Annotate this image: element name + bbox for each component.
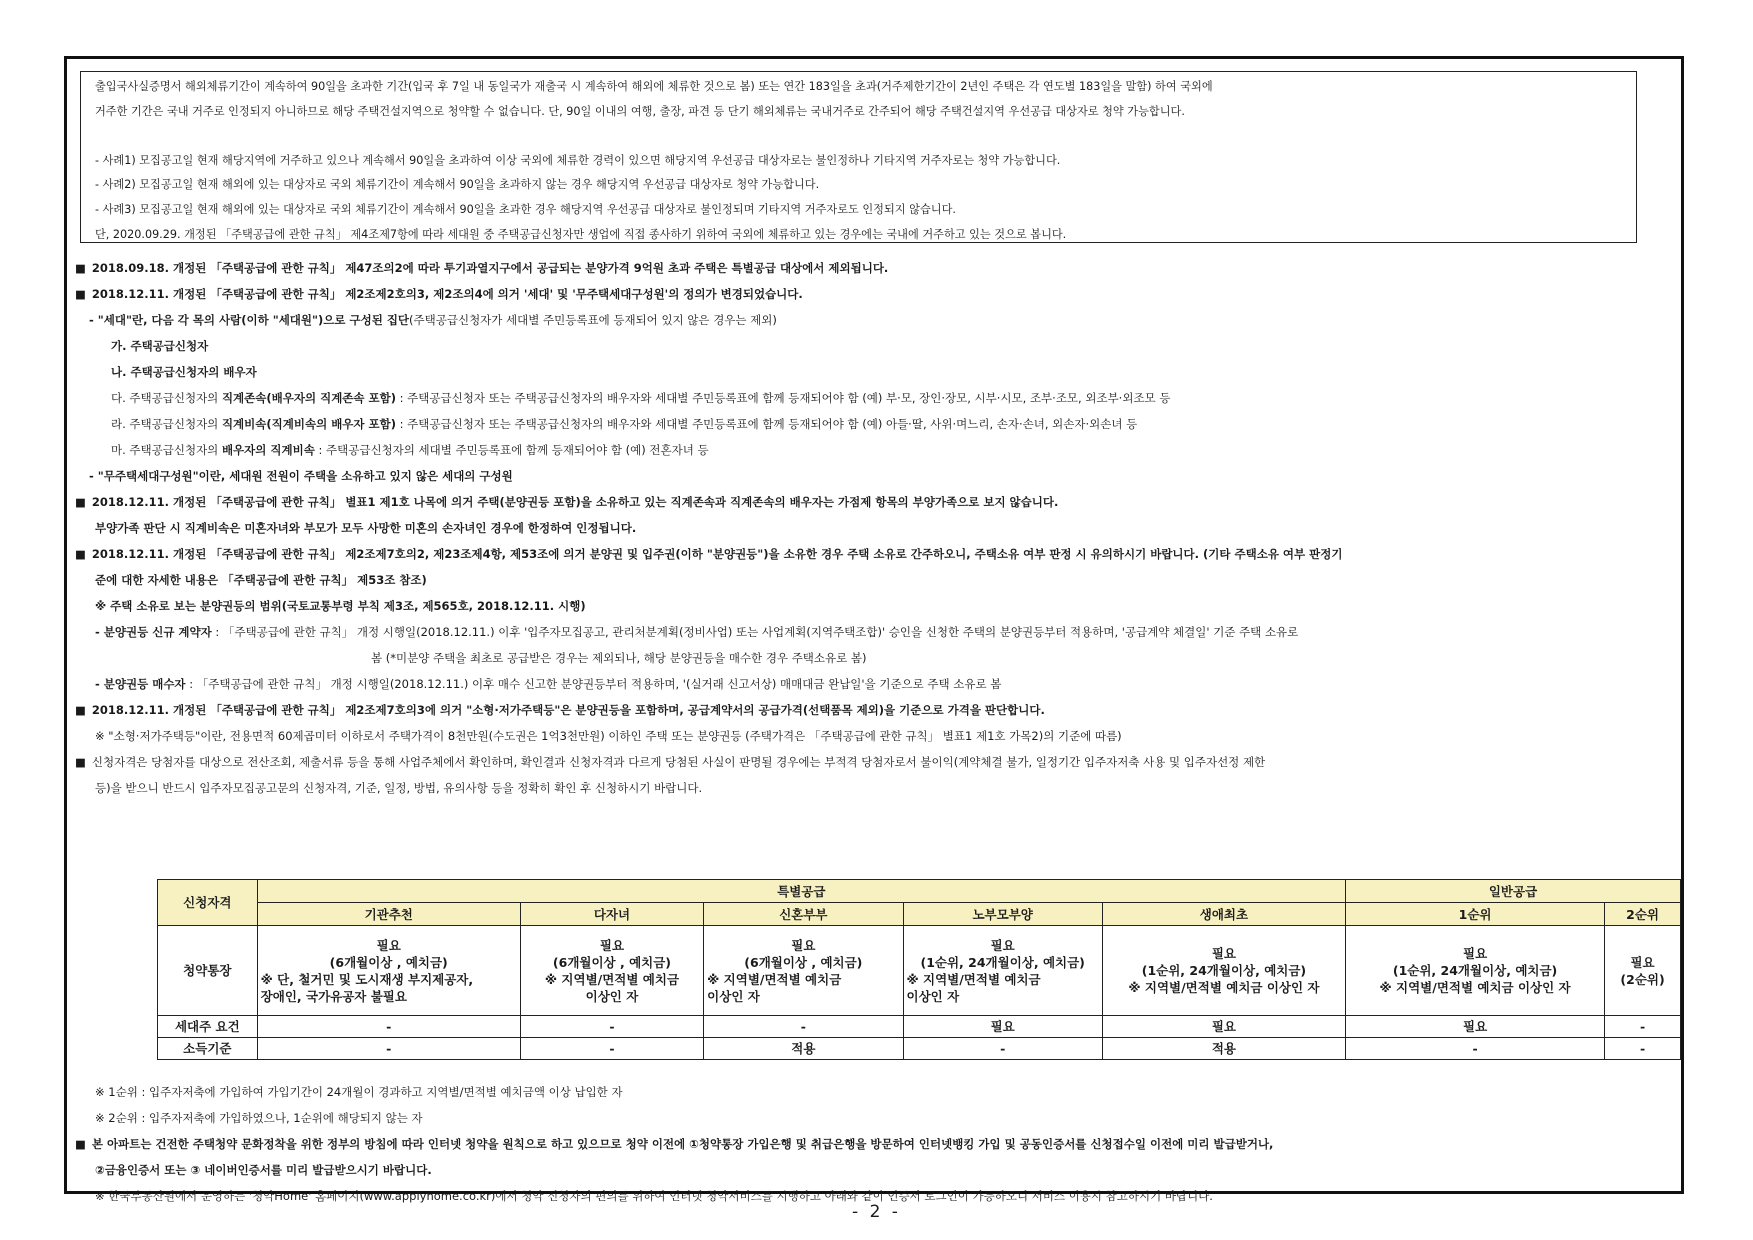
header-special-supply: 특별공급 [257, 880, 1345, 903]
col-header: 신혼부부 [704, 903, 903, 926]
bullet-paragraph: ■ 본 아파트는 건전한 주택청약 문화정착을 위한 정부의 방침에 따라 인터넷 청약을 원칙으로 하고 있으므로 청약 이전에 ①청약통장 가입은행 및 취급은행을 방문하여 인터넷뱅킹 가입 및 공동인증서를 신청접수일 이전에 미리 발급받거나, [75, 1137, 1274, 1151]
square-bullet-icon: ■ [75, 703, 86, 717]
notice-line: - 사례1) 모집공고일 현재 해당지역에 거주하고 있으나 계속해서 90일을 초과하여 이상 국외에 체류한 경력이 있으면 해당지역 우선공급 대상자로는 불인정하나 기타지역 거주자로는 청약 가능합니다. [95, 153, 1061, 167]
rule-line: - 분양권등 매수자 : 「주택공급에 관한 규칙」 개정 시행일(2018.12.11.) 이후 매수 신고한 분양권등부터 적용하며, '(실거래 신고서상) 매매대금 완납일'을 기준으로 주택 소유로 봄 [95, 677, 1002, 691]
continuation-line: 봄 (*미분양 주택을 최초로 공급받은 경우는 제외되나, 해당 분양권등을 매수한 경우 주택소유로 봄) [371, 651, 867, 665]
table-cell: - [1346, 1038, 1605, 1060]
table-cell: 필요 [903, 1016, 1102, 1038]
table-cell: 필요 (6개월이상 , 예치금) ※ 지역별/면적별 예치금 이상인 자 [520, 926, 703, 1016]
notice-line: - 사례2) 모집공고일 현재 해외에 있는 대상자로 국외 체류기간이 계속해서 90일을 초과하지 않는 경우 해당지역 우선공급 대상자로 청약 가능합니다. [95, 178, 820, 192]
continuation-line: 준에 대한 자세한 내용은 「주택공급에 관한 규칙」 제53조 참조) [95, 573, 427, 587]
note-line: ※ 한국부동산원에서 운영하는 '청약Home' 홈페이지(www.applyhome.co.kr)에서 청약 신청자의 편의를 위하여 인터넷 청약서비스를 시행하고 아래와 같이 인증서 로그인이 가능하오니 서비스 이용시 참고하시기 바랍니다. [95, 1189, 1213, 1203]
table-cell: - [1605, 1016, 1681, 1038]
rule-line: - 분양권등 신규 계약자 : 「주택공급에 관한 규칙」 개정 시행일(2018.12.11.) 이후 '입주자모집공고, 관리처분계획(정비사업) 또는 사업계획(지역주택조합)' 승인을 신청한 주택의 분양권등부터 적용하며, '공급계약 체결일' 기준 주택 소유로 [95, 625, 1299, 639]
definition-line: - "세대"란, 다음 각 목의 사람(이하 "세대원")으로 구성된 집단(주택공급신청자가 세대별 주민등록표에 등재되어 있지 않은 경우는 제외) [89, 313, 777, 327]
notes-section [75, 1079, 1675, 1209]
col-header: 2순위 [1605, 903, 1681, 926]
overseas-stay-notice-box [80, 71, 1637, 243]
col-header: 다자녀 [520, 903, 703, 926]
table-cell: - [704, 1016, 903, 1038]
qualification-table-wrap [157, 879, 1681, 1060]
square-bullet-icon: ■ [75, 755, 86, 769]
header-general-supply: 일반공급 [1346, 880, 1681, 903]
col-header: 생애최초 [1102, 903, 1345, 926]
bullet-paragraph: ■ 2018.12.11. 개정된 「주택공급에 관한 규칙」 제2조제7호의2, 제23조제4항, 제53조에 의거 분양권 및 입주권(이하 "분양권등")을 소유한 경우 주택 소유로 간주하오니, 주택소유 여부 판정 시 유의하시기 바랍니다. (기타 주택소유 여부 판정기 [75, 547, 1343, 561]
bullet-paragraph: ■ 2018.09.18. 개정된 「주택공급에 관한 규칙」 제47조의2에 따라 투기과열지구에서 공급되는 분양가격 9억원 초과 주택은 특별공급 대상에서 제외됩니다. [75, 261, 889, 275]
notice-line: 단, 2020.09.29. 개정된 「주택공급에 관한 규칙」 제4조제7항에 따라 세대원 중 주택공급신청자만 생업에 직접 종사하기 위하여 국외에 체류하고 있는 경우에는 국내에 거주하고 있는 것으로 봅니다. [95, 227, 1067, 241]
table-cell: 필요 (6개월이상 , 예치금) ※ 단, 철거민 및 도시재생 부지제공자, 장애인, 국가유공자 불필요 [257, 926, 520, 1016]
table-cell: 필요 (2순위) [1605, 926, 1681, 1016]
table-cell: - [1605, 1038, 1681, 1060]
notice-line: 거주한 기간은 국내 거주로 인정되지 아니하므로 해당 주택건설지역으로 청약할 수 없습니다. 단, 90일 이내의 여행, 출장, 파견 등 단기 해외체류는 국내거주로 간주되어 해당 주택건설지역 우선공급 대상자로 청약 가능합니다. [95, 104, 1185, 118]
document-page [64, 56, 1684, 1203]
col-header: 노부모부양 [903, 903, 1102, 926]
reference-note: ※ "소형·저가주택등"이란, 전용면적 60제곱미터 이하로서 주택가격이 8천만원(수도권은 1억3천만원) 이하인 주택 또는 분양권등 (주택가격은 「주택공급에 관한 규칙」 별표1 제1호 가목2)의 기준에 따름) [95, 729, 1122, 743]
col-header: 기관추천 [257, 903, 520, 926]
square-bullet-icon: ■ [75, 547, 86, 561]
table-row [158, 926, 1681, 1016]
table-cell: 적용 [704, 1038, 903, 1060]
table-cell: - [520, 1038, 703, 1060]
page-number: - 2 - [852, 1202, 901, 1222]
bullet-paragraph: ■ 신청자격은 당첨자를 대상으로 전산조회, 제출서류 등을 통해 사업주체에서 확인하며, 확인결과 신청자격과 다르게 당첨된 사실이 판명될 경우에는 부적격 당첨자로서 불이익(계약체결 불가, 일정기간 입주자저축 사용 및 입주자선정 제한 [75, 755, 1266, 769]
square-bullet-icon: ■ [75, 261, 86, 275]
square-bullet-icon: ■ [75, 1137, 86, 1151]
table-cell: - [903, 1038, 1102, 1060]
row-label: 소득기준 [158, 1038, 258, 1060]
table-cell: 필요 (6개월이상 , 예치금) ※ 지역별/면적별 예치금 이상인 자 [704, 926, 903, 1016]
table-cell: 필요 (1순위, 24개월이상, 예치금) ※ 지역별/면적별 예치금 이상인 자 [1102, 926, 1345, 1016]
bullet-paragraph: ■ 2018.12.11. 개정된 「주택공급에 관한 규칙」 제2조제2호의3, 제2조의4에 의거 '세대' 및 '무주택세대구성원'의 정의가 변경되었습니다. [75, 287, 803, 301]
note-line: ※ 1순위 : 입주자저축에 가입하여 가입기간이 24개월이 경과하고 지역별/면적별 예치금액 이상 납입한 자 [95, 1085, 623, 1099]
table-row [158, 1038, 1681, 1060]
regulation-body [75, 255, 1675, 801]
definition-item: 다. 주택공급신청자의 직계존속(배우자의 직계존속 포함) : 주택공급신청자 또는 주택공급신청자의 배우자와 세대별 주민등록표에 함께 등재되어야 함 (예) 부·모, 장인·장모, 시부·시모, 조부·조모, 외조부·외조모 등 [111, 391, 1171, 405]
row-label: 청약통장 [158, 926, 258, 1016]
bullet-paragraph: ■ 2018.12.11. 개정된 「주택공급에 관한 규칙」 제2조제7호의3에 의거 "소형·저가주택등"은 분양권등을 포함하며, 공급계약서의 공급가격(선택품목 제외)을 기준으로 가격을 판단합니다. [75, 703, 1045, 717]
continuation-line: 부양가족 판단 시 직계비속은 미혼자녀와 부모가 모두 사망한 미혼의 손자녀인 경우에 한정하여 인정됩니다. [95, 521, 637, 535]
qualification-table [157, 879, 1681, 1060]
table-cell: 적용 [1102, 1038, 1345, 1060]
notice-line: - 사례3) 모집공고일 현재 해외에 있는 대상자로 국외 체류기간이 계속해서 90일을 초과한 경우 해당지역 우선공급 대상자로 불인정되며 기타지역 거주자로도 인정되지 않습니다. [95, 202, 956, 216]
square-bullet-icon: ■ [75, 287, 86, 301]
row-label: 세대주 요건 [158, 1016, 258, 1038]
definition-item: 라. 주택공급신청자의 직계비속(직계비속의 배우자 포함) : 주택공급신청자 또는 주택공급신청자의 배우자와 세대별 주민등록표에 함께 등재되어야 함 (예) 아들·딸, 사위·며느리, 손자·손녀, 외손자·외손녀 등 [111, 417, 1138, 431]
table-cell: 필요 [1346, 1016, 1605, 1038]
table-cell: - [257, 1038, 520, 1060]
square-bullet-icon: ■ [75, 495, 86, 509]
definition-line: - "무주택세대구성원"이란, 세대원 전원이 주택을 소유하고 있지 않은 세대의 구성원 [89, 469, 513, 483]
definition-item: 가. 주택공급신청자 [111, 339, 209, 353]
table-cell: 필요 (1순위, 24개월이상, 예치금) ※ 지역별/면적별 예치금 이상인 자 [903, 926, 1102, 1016]
col-header: 1순위 [1346, 903, 1605, 926]
table-cell: - [520, 1016, 703, 1038]
header-qualification: 신청자격 [158, 880, 258, 926]
continuation-line: 등)을 받으니 반드시 입주자모집공고문의 신청자격, 기준, 일정, 방법, 유의사항 등을 정확히 확인 후 신청하시기 바랍니다. [95, 781, 703, 795]
table-row [158, 1016, 1681, 1038]
note-line: ※ 2순위 : 입주자저축에 가입하였으나, 1순위에 해당되지 않는 자 [95, 1111, 423, 1125]
table-cell: 필요 (1순위, 24개월이상, 예치금) ※ 지역별/면적별 예치금 이상인 자 [1346, 926, 1605, 1016]
table-cell: 필요 [1102, 1016, 1345, 1038]
definition-item: 나. 주택공급신청자의 배우자 [111, 365, 257, 379]
definition-item: 마. 주택공급신청자의 배우자의 직계비속 : 주택공급신청자의 세대별 주민등록표에 함께 등재되어야 함 (예) 전혼자녀 등 [111, 443, 709, 457]
reference-note: ※ 주택 소유로 보는 분양권등의 범위(국토교통부령 부칙 제3조, 제565호, 2018.12.11. 시행) [95, 599, 586, 613]
continuation-line: ②금융인증서 또는 ③ 네이버인증서를 미리 발급받으시기 바랍니다. [95, 1163, 432, 1177]
bullet-paragraph: ■ 2018.12.11. 개정된 「주택공급에 관한 규칙」 별표1 제1호 나목에 의거 주택(분양권등 포함)을 소유하고 있는 직계존속과 직계존속의 배우자는 가점제 항목의 부양가족으로 보지 않습니다. [75, 495, 1059, 509]
notice-line [95, 124, 1622, 149]
notice-line: 출입국사실증명서 해외체류기간이 계속하여 90일을 초과한 기간(입국 후 7일 내 동일국가 재출국 시 계속하여 해외에 체류한 것으로 봄) 또는 연간 183일을 초과(거주제한기간이 2년인 주택은 각 연도별 183일을 말함) 하여 국외에 [95, 80, 1213, 93]
table-cell: - [257, 1016, 520, 1038]
